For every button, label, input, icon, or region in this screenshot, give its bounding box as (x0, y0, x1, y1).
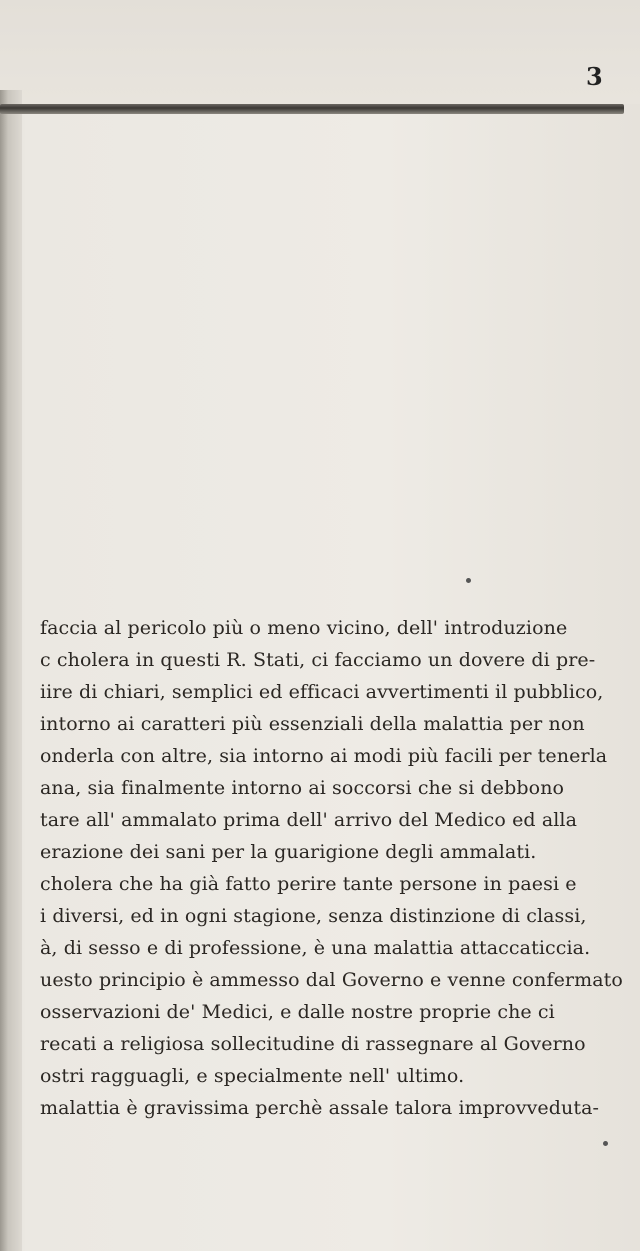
text-line: à, di sesso e di professione, è una malattia attaccaticcia. (40, 937, 591, 959)
body-text (40, 612, 636, 1124)
page-top-rule (0, 104, 624, 114)
text-line: osservazioni de' Medici, e dalle nostre proprie che ci (40, 1001, 555, 1023)
text-line: iire di chiari, semplici ed efficaci avvertimenti il pubblico, (40, 681, 604, 703)
text-line: tare all' ammalato prima dell' arrivo del Medico ed alla (40, 809, 578, 831)
text-line: onderla con altre, sia intorno ai modi più facili per tenerla (40, 745, 608, 767)
page-top-margin (0, 0, 640, 104)
ink-speck (466, 578, 471, 583)
text-line: erazione dei sani per la guarigione degli ammalati. (40, 841, 537, 863)
text-line: cholera che ha già fatto perire tante persone in paesi e (40, 873, 577, 895)
text-line: recati a religiosa sollecitudine di rassegnare al Governo (40, 1033, 586, 1055)
text-line: i diversi, ed in ogni stagione, senza distinzione di classi, (40, 905, 587, 927)
text-line: ostri ragguagli, e specialmente nell' ultimo. (40, 1065, 465, 1087)
ink-speck (603, 1141, 608, 1146)
text-line: uesto principio è ammesso dal Governo e venne confermato (40, 969, 623, 991)
text-line: ana, sia finalmente intorno ai soccorsi che si debbono (40, 777, 565, 799)
text-line: intorno ai caratteri più essenziali della malattia per non (40, 713, 585, 735)
text-line: malattia è gravissima perchè assale talora improvveduta- (40, 1097, 600, 1119)
text-line: faccia al pericolo più o meno vicino, dell' introduzione (40, 617, 568, 639)
page-number: 3 (586, 62, 603, 91)
text-line: c cholera in questi R. Stati, ci facciamo un dovere di pre- (40, 649, 596, 671)
binding-edge (0, 90, 22, 1251)
